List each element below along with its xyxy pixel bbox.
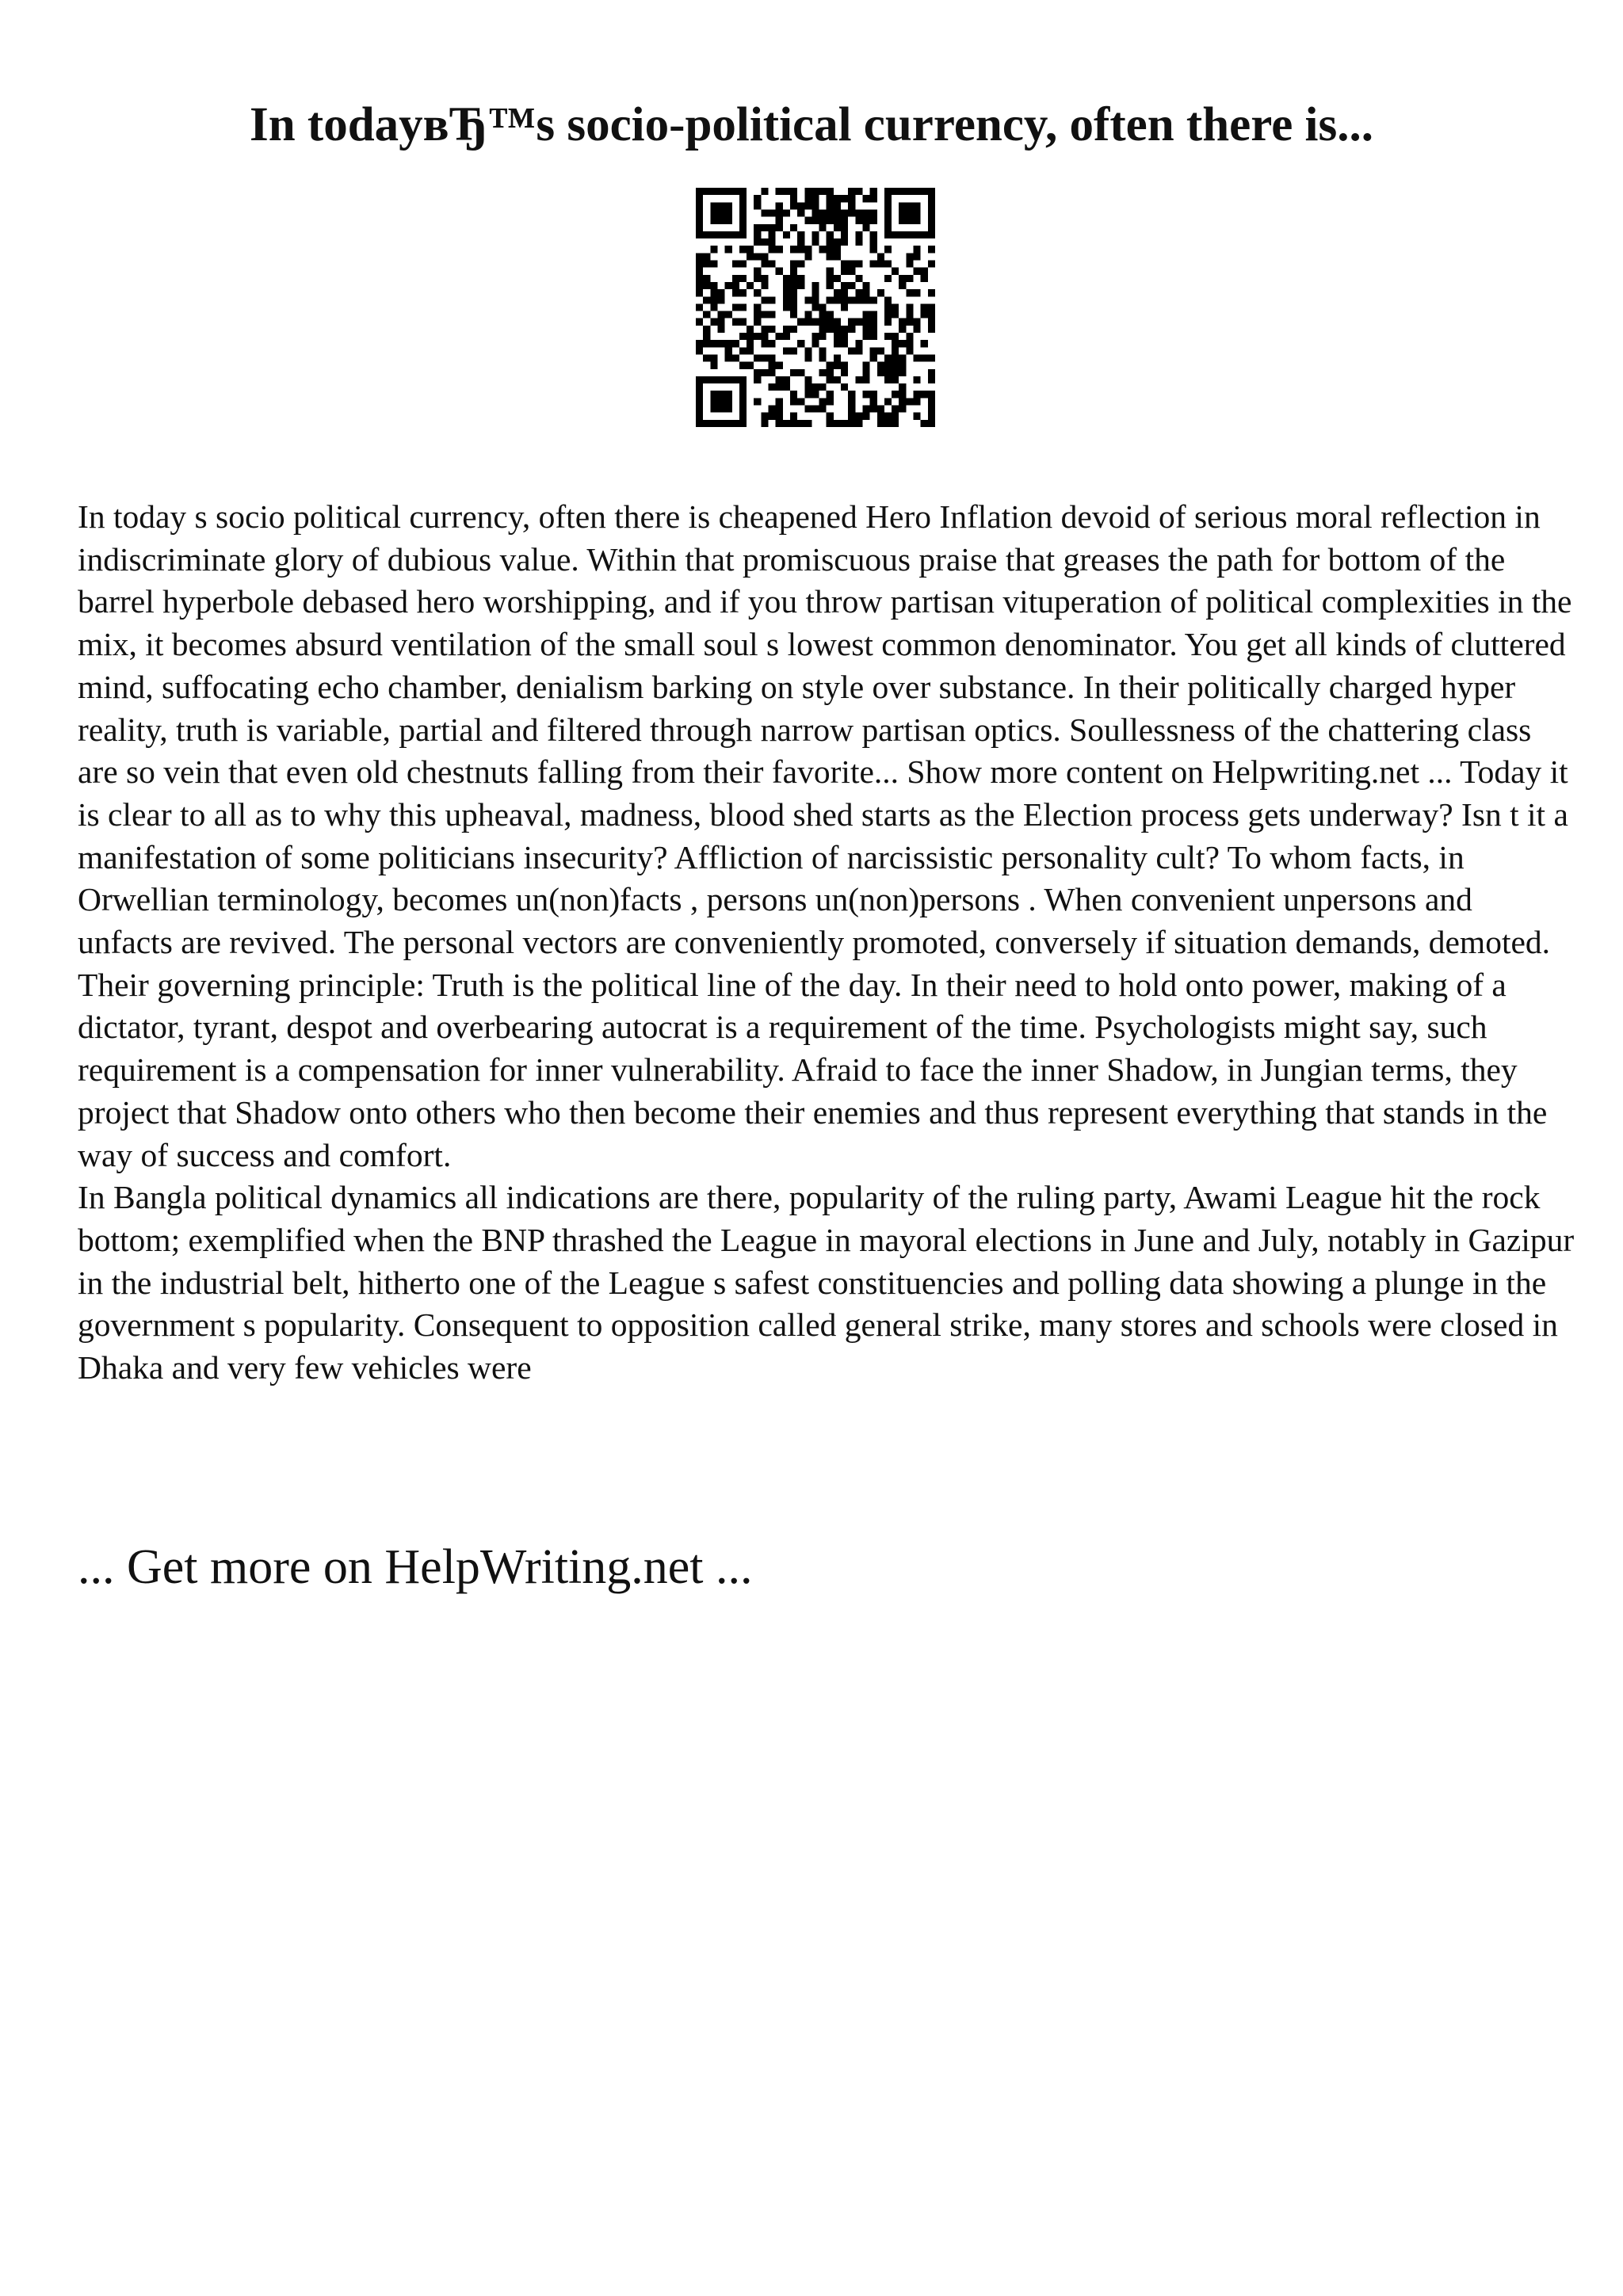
document-title: In todayвЂ™s socio-political currency, often there is... bbox=[250, 98, 1373, 151]
qr-code-icon[interactable] bbox=[696, 188, 935, 427]
paragraph: In today s socio political currency, often there is cheapened Hero Inflation devoid of serious moral reflection in indiscriminate glory of dubious value. Within that promiscuous praise that greases the path for bottom of the barrel hyperbole debased hero worshipping, and if you throw partisan vituperation of political complexities in the mix, it becomes absurd ventilation of the small soul s lowest common denominator. You get all kinds of cluttered mind, suffocating echo chamber, denialism barking on style over substance. In their politically charged hyper reality, truth is variable, partial and filtered through narrow partisan optics. Soullessness of the chattering class are so vein that even old chestnuts falling from their favorite... Show more content on Helpwriting.net ... Today it is clear to all as to why this upheaval, madness, blood shed starts as the Election process gets underway? Isn t it a manifestation of some politicians insecurity? Affliction of narcissistic personality cult? To whom facts, in Orwellian terminology, becomes un(non)facts , persons un(non)persons . When convenient unpersons and unfacts are revived. The personal vectors are conveniently promoted, conversely if situation demands, demoted. Their governing principle: Truth is the political line of the day. In their need to hold onto power, making of a dictator, tyrant, despot and overbearing autocrat is a requirement of the time. Psychologists might say, such requirement is a compensation for inner vulnerability. Afraid to face the inner Shadow, in Jungian terms, they project that Shadow onto others who then become their enemies and thus represent everything that stands in the way of success and comfort. bbox=[78, 498, 1572, 1173]
paragraph: In Bangla political dynamics all indications are there, popularity of the ruling party, Awami League hit the rock bottom; exemplified when the BNP thrashed the League in mayoral elections in June and July, notably in Gazipur in the industrial belt, hitherto one of the League s safest constituencies and polling data showing a plunge in the government s popularity. Consequent to opposition called general strike, many stores and schools were closed in Dhaka and very few vehicles were bbox=[78, 1179, 1575, 1386]
article-body bbox=[78, 496, 1575, 1390]
get-more-link[interactable]: ... Get more on HelpWriting.net ... bbox=[78, 1540, 753, 1594]
